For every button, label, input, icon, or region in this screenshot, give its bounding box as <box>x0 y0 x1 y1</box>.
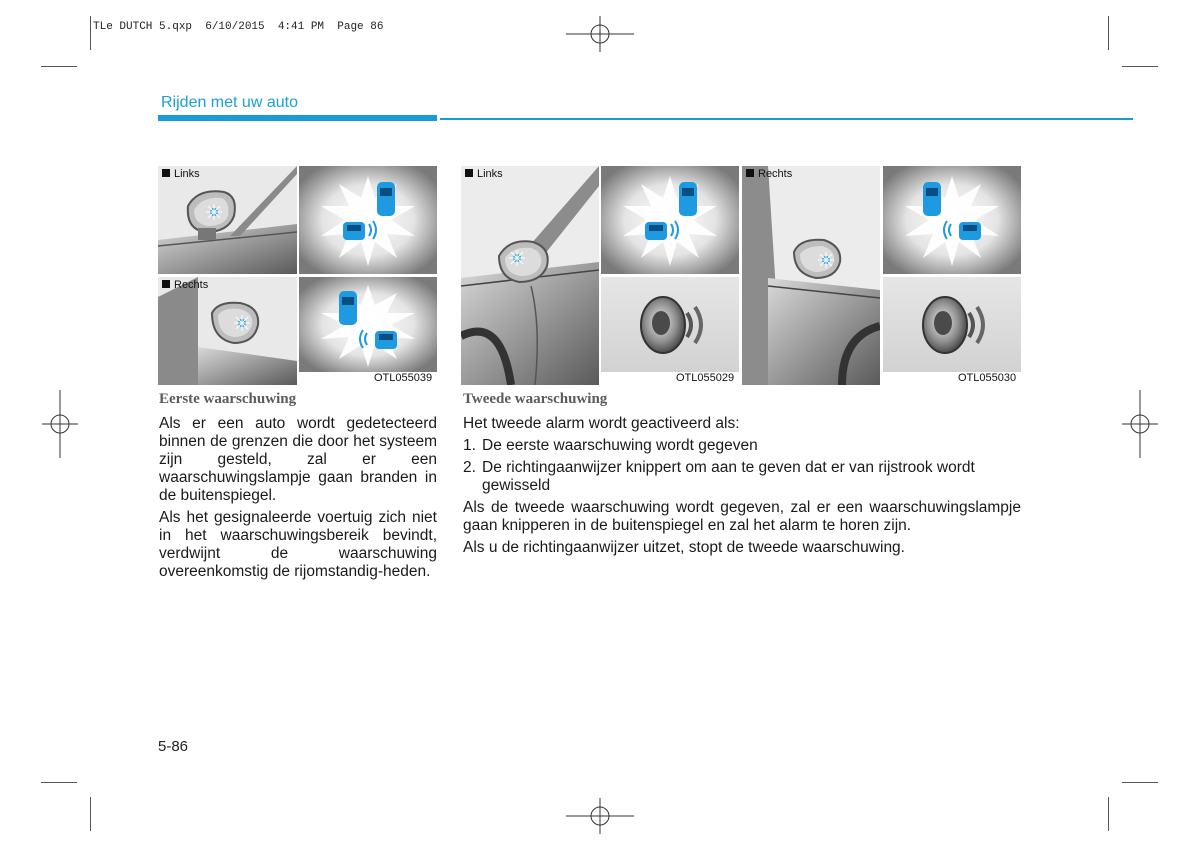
fig1-radar-rechts <box>299 277 437 372</box>
fig3-radar <box>883 166 1021 274</box>
fig3-code: OTL055030 <box>958 372 1017 384</box>
fig3-speaker <box>883 277 1021 372</box>
registration-mark-left <box>42 390 78 458</box>
registration-mark-top <box>566 16 634 52</box>
list-item <box>463 437 1021 455</box>
header-rule-thick <box>158 115 437 121</box>
page-number: 5-86 <box>158 738 189 755</box>
list-item-number: 1. <box>463 437 476 454</box>
left-paragraph-2: Als het gesignaleerde voertuig zich niet in het waarschuwingsbereik bevindt, verdwijnt de waarschuwing overeenkomstig de rijomstandig-heden. <box>159 509 437 580</box>
fig1-mirror-rechts <box>158 277 297 385</box>
crop-mark <box>1108 797 1109 831</box>
right-intro: Het tweede alarm wordt geactiveerd als: <box>463 415 740 432</box>
fig2-code: OTL055029 <box>676 372 735 384</box>
fig2-car-links <box>461 166 599 385</box>
crop-mark <box>41 782 77 783</box>
crop-mark <box>41 66 77 67</box>
fig1-label-rechts: Rechts <box>162 279 208 291</box>
right-column <box>463 415 1021 561</box>
left-paragraph-1: Als er een auto wordt gedetecteerd binnen de grenzen die door het systeem zijn gesteld, zal er een waarschuwingslampje gaan branden in de buitenspiegel. <box>159 415 437 504</box>
right-paragraph-2: Als u de richtingaanwijzer uitzet, stopt de tweede waarschuwing. <box>463 539 905 556</box>
section-title: Rijden met uw auto <box>161 94 298 111</box>
right-heading: Tweede waarschuwing <box>463 391 608 407</box>
crop-mark <box>1122 782 1158 783</box>
right-paragraph-1: Als de tweede waarschuwing wordt gegeven, zal er een waarschuwingslampje gaan knipperen in de buitenspiegel en zal het alarm te horen zijn. <box>463 499 1021 534</box>
crop-mark <box>90 16 91 50</box>
fig2-radar <box>601 166 739 274</box>
list-item <box>463 459 1021 495</box>
registration-mark-right <box>1122 390 1158 458</box>
fig3-label: Rechts <box>746 168 792 180</box>
list-item-number: 2. <box>463 459 476 476</box>
print-slug: TLe DUTCH 5.qxp 6/10/2015 4:41 PM Page 86 <box>93 21 384 33</box>
left-heading: Eerste waarschuwing <box>159 391 297 407</box>
crop-mark <box>1122 66 1158 67</box>
header-rule-thin <box>440 118 1133 120</box>
fig1-code: OTL055039 <box>374 372 433 384</box>
fig3-car-rechts <box>742 166 880 385</box>
fig1-mirror-links <box>158 166 297 274</box>
left-column <box>159 415 437 585</box>
registration-mark-bottom <box>566 798 634 834</box>
fig1-radar-links <box>299 166 437 274</box>
crop-mark <box>1108 16 1109 50</box>
list-item-text: De eerste waarschuwing wordt gegeven <box>482 437 758 454</box>
crop-mark <box>90 797 91 831</box>
list-item-text: De richtingaanwijzer knippert om aan te geven dat er van rijstrook wordt gewisseld <box>482 459 975 494</box>
fig2-label: Links <box>465 168 503 180</box>
fig2-speaker <box>601 277 739 372</box>
fig1-label-links: Links <box>162 168 200 180</box>
